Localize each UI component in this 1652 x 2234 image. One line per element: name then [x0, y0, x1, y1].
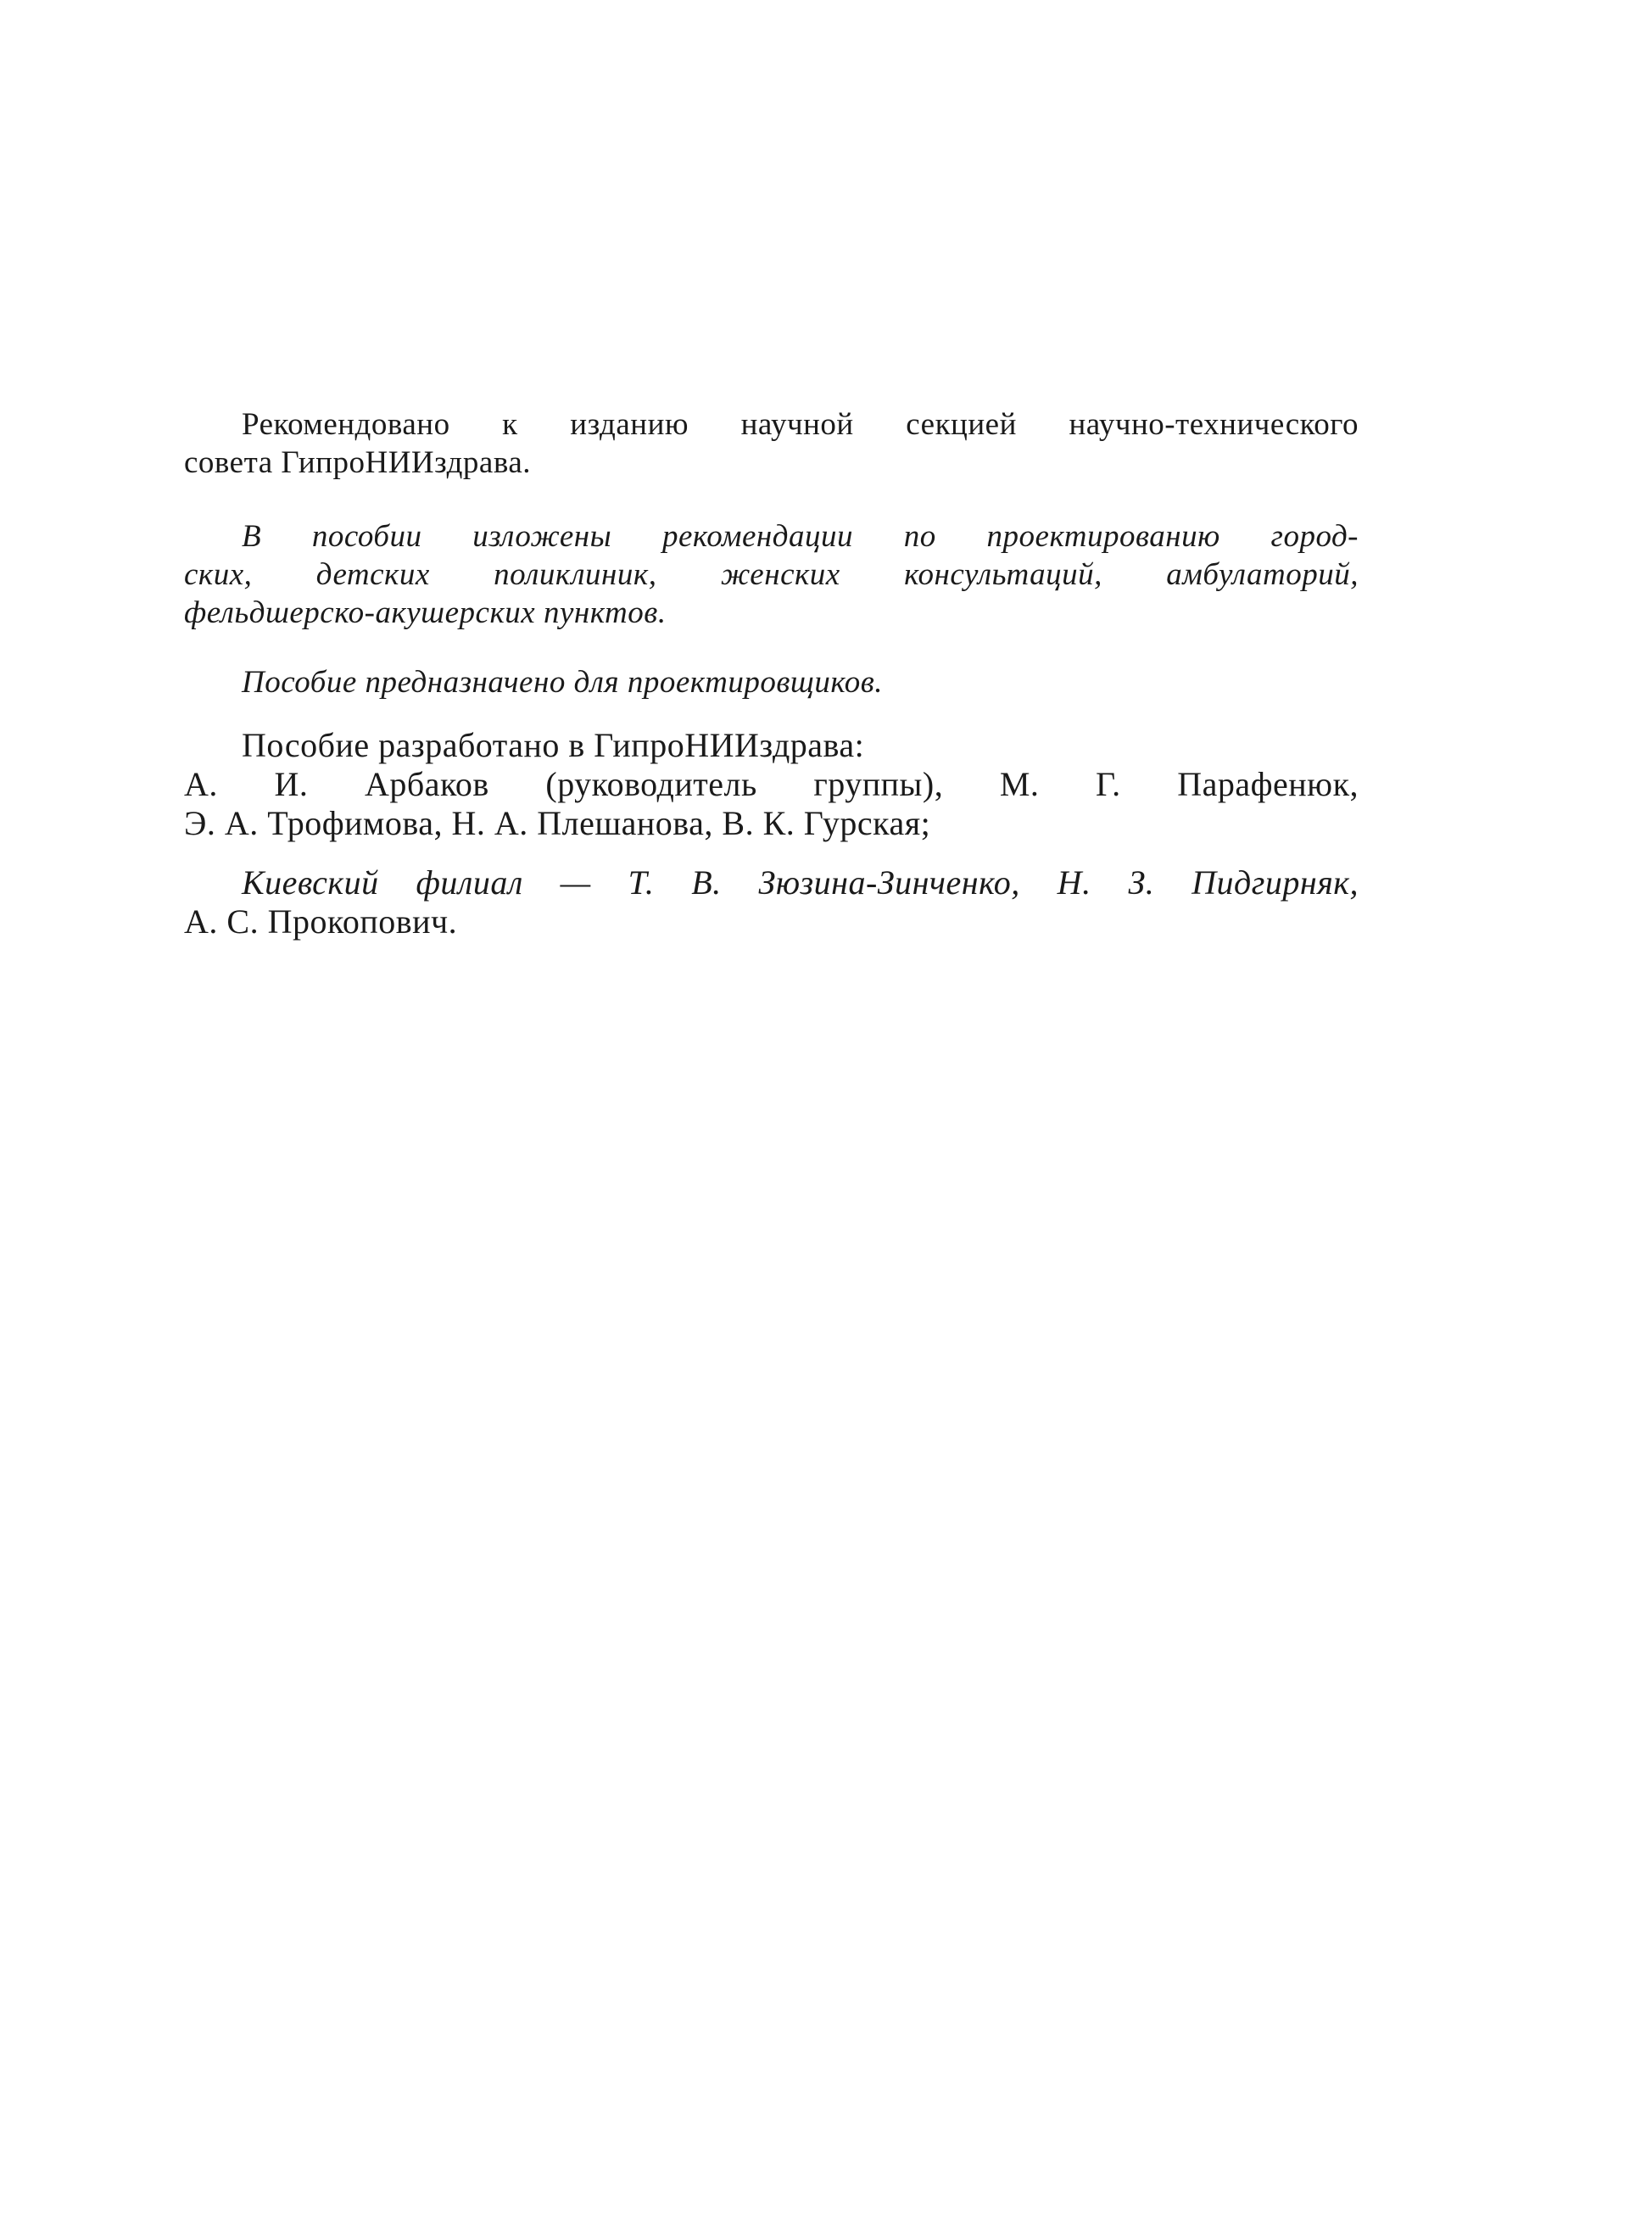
- paragraph-content-summary: [184, 517, 1359, 632]
- text-line: Пособие предназначено для проектировщиков.: [242, 665, 884, 700]
- text-line: Э. А. Трофимова, Н. А. Плешанова, В. К. Гурская;: [184, 804, 931, 842]
- text-line: Пособие разработано в ГипроНИИздрава:: [242, 726, 865, 764]
- text-line: Киевский филиал — Т. В. Зюзина-Зинченко, Н. З. Пидгирняк,: [242, 863, 1359, 902]
- text-line: фельдшерско-акушерских пунктов.: [184, 595, 667, 630]
- text-line: В пособии изложены рекомендации по проектированию город-: [242, 519, 1359, 554]
- paragraph-audience: [184, 663, 1359, 701]
- paragraph-authors: [184, 726, 1359, 843]
- text-line: Рекомендовано к изданию научной секцией научно-технического: [242, 407, 1359, 442]
- paragraph-kiev-branch: [184, 863, 1359, 941]
- text-line: ских, детских поликлиник, женских консультаций, амбулаторий,: [184, 557, 1359, 592]
- text-line: А. С. Прокопович.: [184, 902, 458, 941]
- text-line: совета ГипроНИИздрава.: [184, 445, 531, 480]
- text-line: А. И. Арбаков (руководитель группы), М. Г. Парафенюк,: [184, 765, 1359, 803]
- paragraph-recommendation: [184, 405, 1359, 482]
